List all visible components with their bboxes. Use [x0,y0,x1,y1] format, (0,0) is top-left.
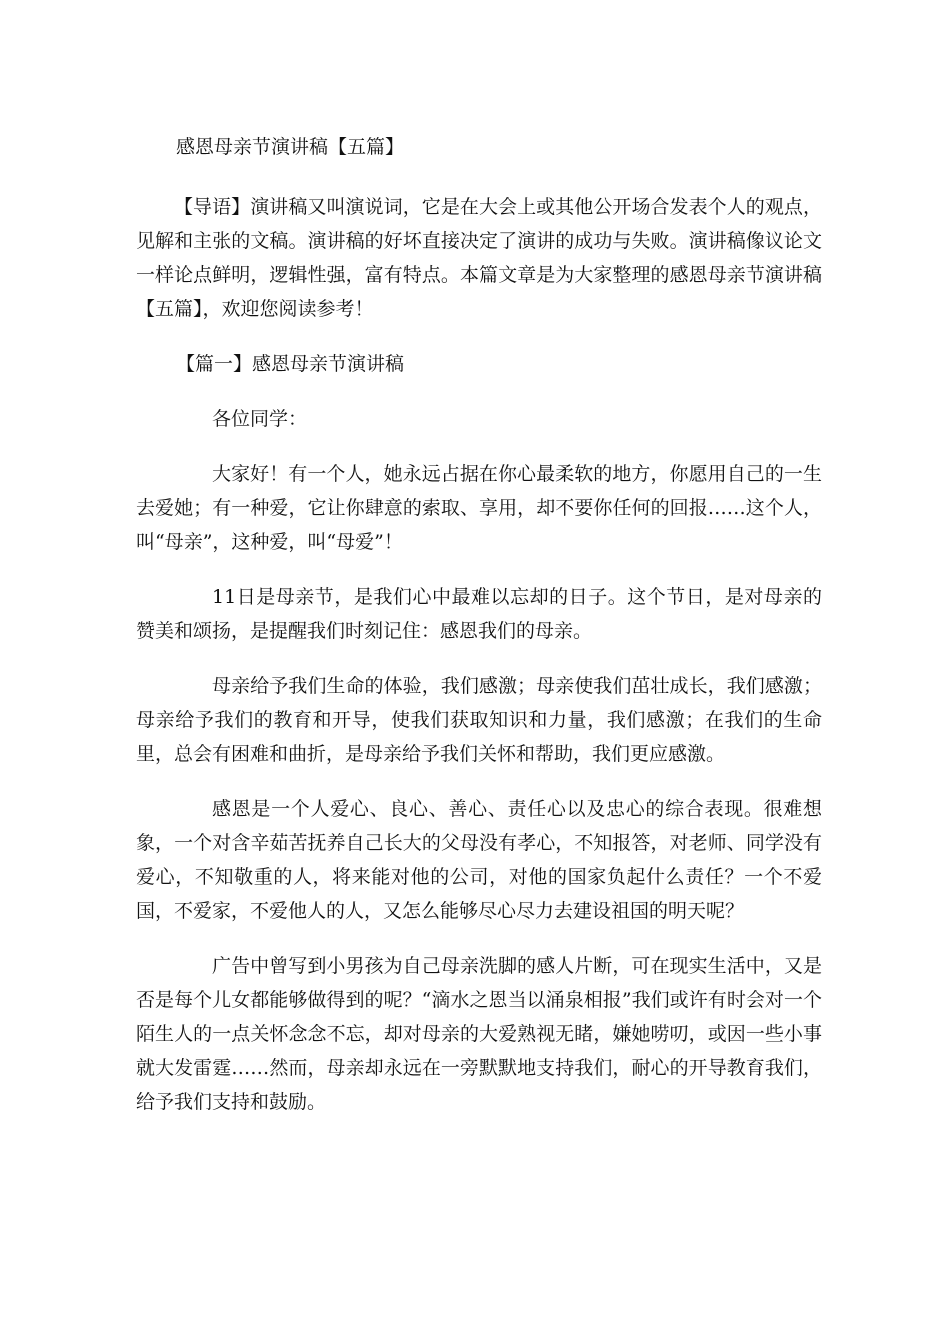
body-paragraph: 广告中曾写到小男孩为自己母亲洗脚的感人片断，可在现实生活中，又是否是每个儿女都能够做得到的呢？“滴水之恩当以涌泉相报”我们或许有时会对一个陌生人的一点关怀念念不忘，却对母亲的大爱熟视无睹，嫌她唠叨，或因一些小事就大发雷霆……然而，母亲却永远在一旁默默地支持我们，耐心的开导教育我们，给予我们支持和鼓励。 [136,955,822,1113]
body-paragraph: 感恩是一个人爱心、良心、善心、责任心以及忠心的综合表现。很难想象，一个对含辛茹苦抚养自己长大的父母没有孝心，不知报答，对老师、同学没有爱心，不知敬重的人，将来能对他的公司，对他的国家负起什么责任？一个不爱国，不爱家，不爱他人的人，又怎么能够尽心尽力去建设祖国的明天呢？ [136,798,822,922]
section-heading: 【篇一】感恩母亲节演讲稿 [176,353,405,375]
body-paragraph: 11日是母亲节，是我们心中最难以忘却的日子。这个节日，是对母亲的赞美和颂扬，是提醒我们时刻记住：感恩我们的母亲。 [136,586,822,642]
body-paragraph: 母亲给予我们生命的体验，我们感激；母亲使我们茁壮成长，我们感激；母亲给予我们的教育和开导，使我们获取知识和力量，我们感激；在我们的生命里，总会有困难和曲折，是母亲给予我们关怀和帮助，我们更应感激。 [136,675,822,765]
intro-paragraph: 【导语】演讲稿又叫演说词，它是在大会上或其他公开场合发表个人的观点，见解和主张的文稿。演讲稿的好坏直接决定了演讲的成功与失败。演讲稿像议论文一样论点鲜明，逻辑性强，富有特点。本篇文章是为大家整理的感恩母亲节演讲稿【五篇】，欢迎您阅读参考！ [136,196,822,320]
document-content [136,130,822,1140]
document-title: 感恩母亲节演讲稿【五篇】 [176,136,405,158]
body-paragraph: 大家好！有一个人，她永远占据在你心最柔软的地方，你愿用自己的一生去爱她；有一种爱，它让你肆意的索取、享用，却不要你任何的回报……这个人，叫“母亲”，这种爱，叫“母爱”！ [136,463,822,553]
salutation: 各位同学： [212,408,308,430]
